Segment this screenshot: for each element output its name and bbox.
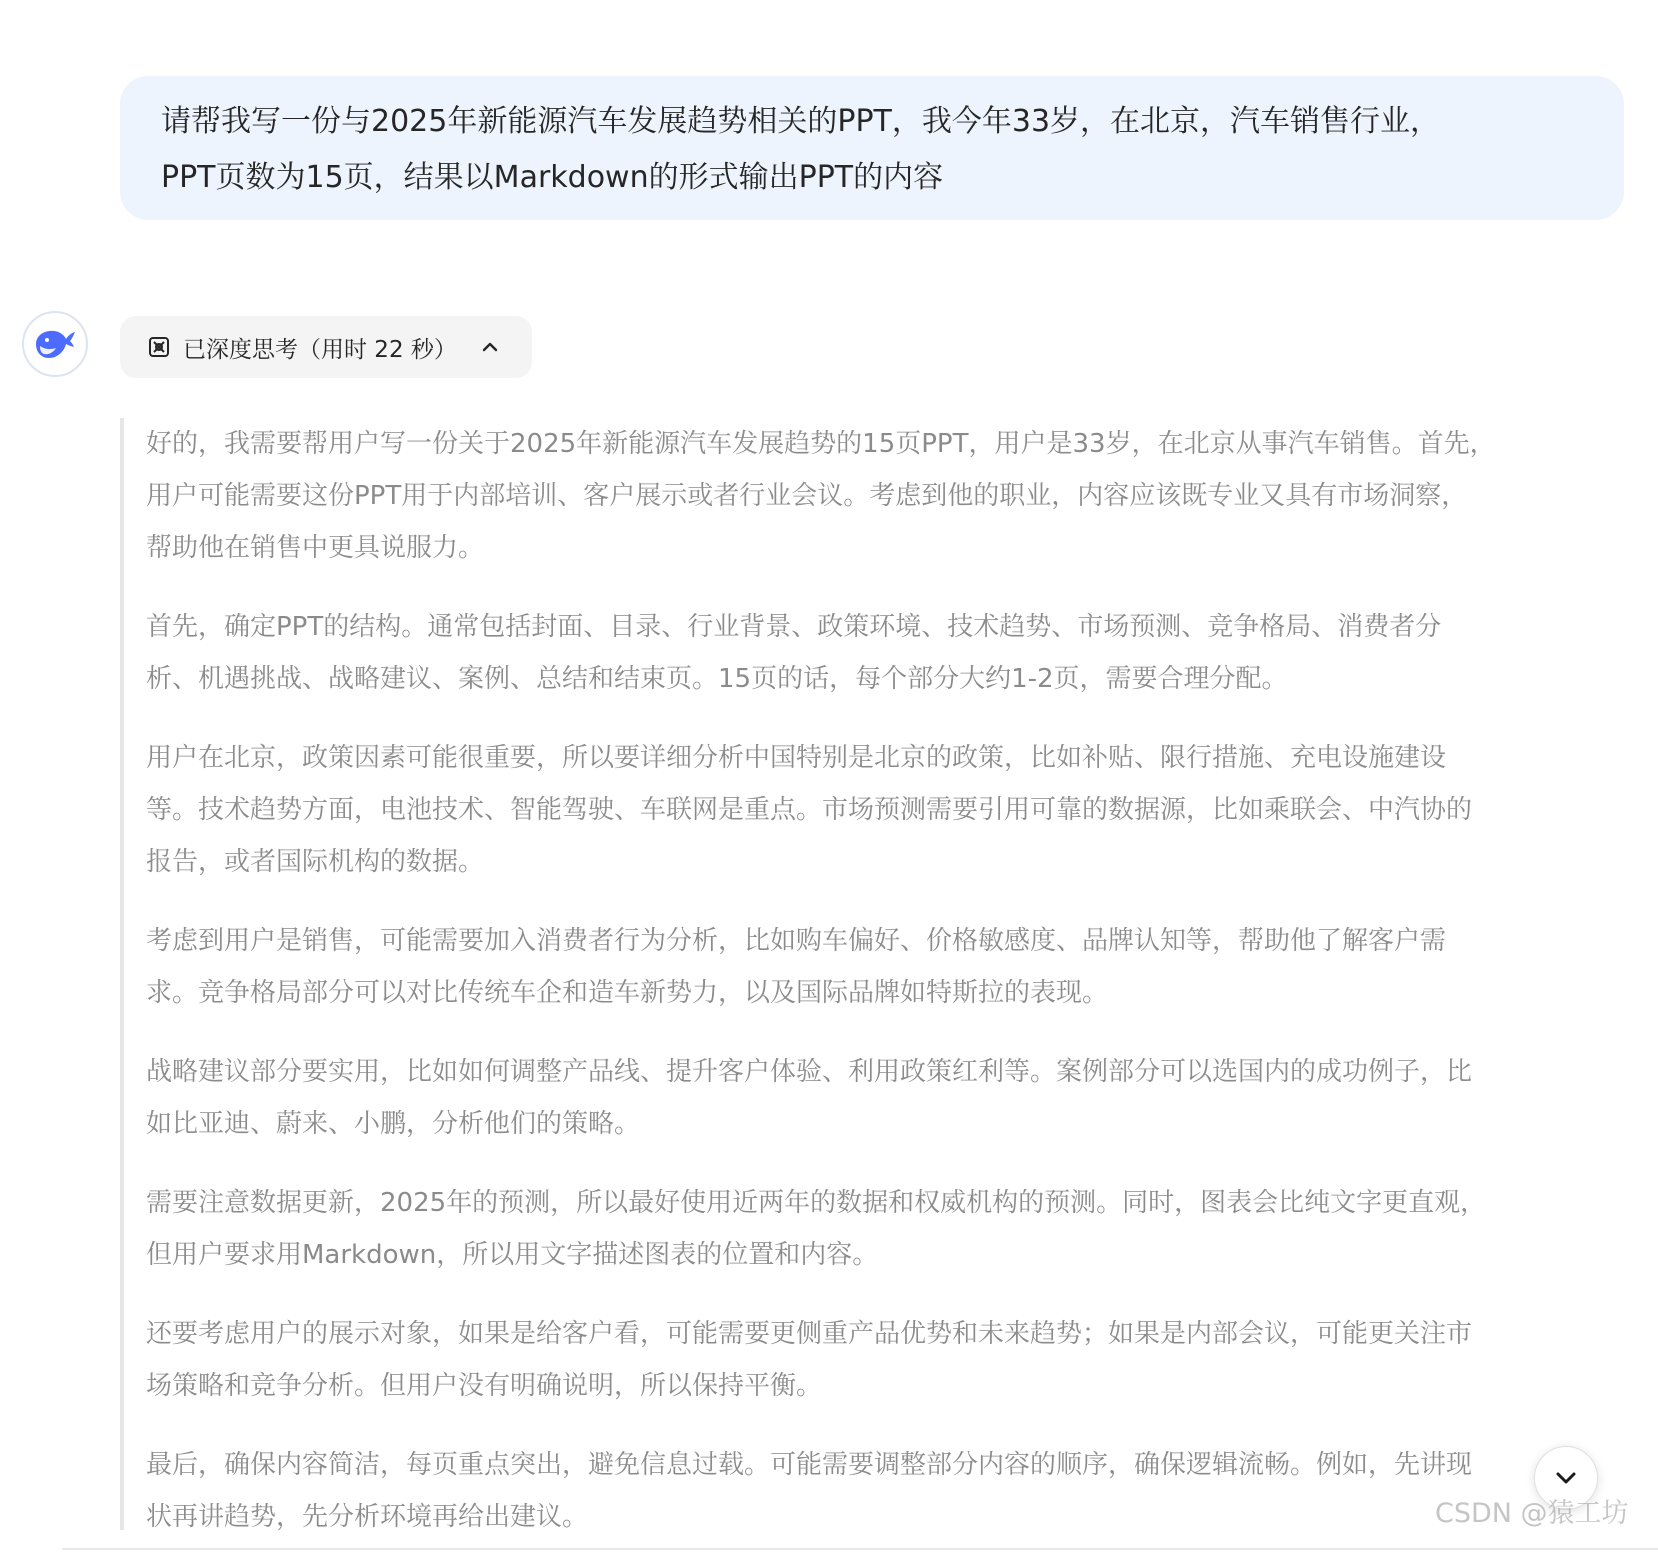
thinking-toggle-label: 已深度思考（用时 22 秒） [183, 336, 457, 363]
deepseek-whale-icon [33, 327, 77, 361]
thinking-paragraph-5: 战略建议部分要实用，比如如何调整产品线、提升客户体验、利用政策红利等。案例部分可以选国内的成功例子，比 如比亚迪、蔚来、小鹏，分析他们的策略。 [146, 1057, 1473, 1139]
thinking-paragraph-3: 用户在北京，政策因素可能很重要，所以要详细分析中国特别是北京的政策，比如补贴、限行措施、充电设施建设 等。技术趋势方面，电池技术、智能驾驶、车联网是重点。市场预测需要引用可靠的数据源，比如乘联会、中汽协的 报告，或者国际机构的数据。 [146, 743, 1473, 877]
user-message-line-1: 请帮我写一份与2025年新能源汽车发展趋势相关的PPT，我今年33岁，在北京，汽车销售行业， [161, 104, 1441, 139]
thinking-paragraph-6: 需要注意数据更新，2025年的预测，所以最好使用近两年的数据和权威机构的预测。同时，图表会比纯文字更直观， 但用户要求用Markdown，所以用文字描述图表的位置和内容。 [146, 1188, 1487, 1270]
chevron-down-icon [1551, 1463, 1581, 1493]
thinking-paragraph-7: 还要考虑用户的展示对象，如果是给客户看，可能需要更侧重产品优势和未来趋势；如果是内部会议，可能更关注市 场策略和竞争分析。但用户没有明确说明，所以保持平衡。 [146, 1319, 1473, 1401]
user-message-line-2: PPT页数为15页，结果以Markdown的形式输出PPT的内容 [161, 160, 944, 195]
thinking-paragraph-1: 好的，我需要帮用户写一份关于2025年新能源汽车发展趋势的15页PPT，用户是33岁，在北京从事汽车销售。首先， 用户可能需要这份PPT用于内部培训、客户展示或者行业会议。考虑到他的职业，内容应该既专业又具有市场洞察， 帮助他在销售中更具说服力。 [146, 429, 1496, 563]
user-message-bubble [120, 76, 1624, 220]
chevron-up-icon [479, 336, 501, 358]
thinking-content [120, 418, 1620, 1530]
bottom-divider [62, 1548, 1658, 1550]
thinking-paragraph-8: 最后，确保内容简洁，每页重点突出，避免信息过载。可能需要调整部分内容的顺序，确保逻辑流畅。例如，先讲现 状再讲趋势，先分析环境再给出建议。 [146, 1450, 1473, 1532]
assistant-avatar [22, 311, 88, 377]
thinking-paragraph-2: 首先，确定PPT的结构。通常包括封面、目录、行业背景、政策环境、技术趋势、市场预测、竞争格局、消费者分 析、机遇挑战、战略建议、案例、总结和结束页。15页的话，每个部分大约1-2页，需要合理分配。 [146, 612, 1442, 694]
thinking-toggle-button[interactable] [120, 316, 532, 378]
watermark: CSDN @猿工坊 [1435, 1498, 1629, 1529]
brain-icon [147, 335, 171, 359]
thinking-paragraph-4: 考虑到用户是销售，可能需要加入消费者行为分析，比如购车偏好、价格敏感度、品牌认知等，帮助他了解客户需 求。竞争格局部分可以对比传统车企和造车新势力，以及国际品牌如特斯拉的表现。 [146, 926, 1447, 1008]
